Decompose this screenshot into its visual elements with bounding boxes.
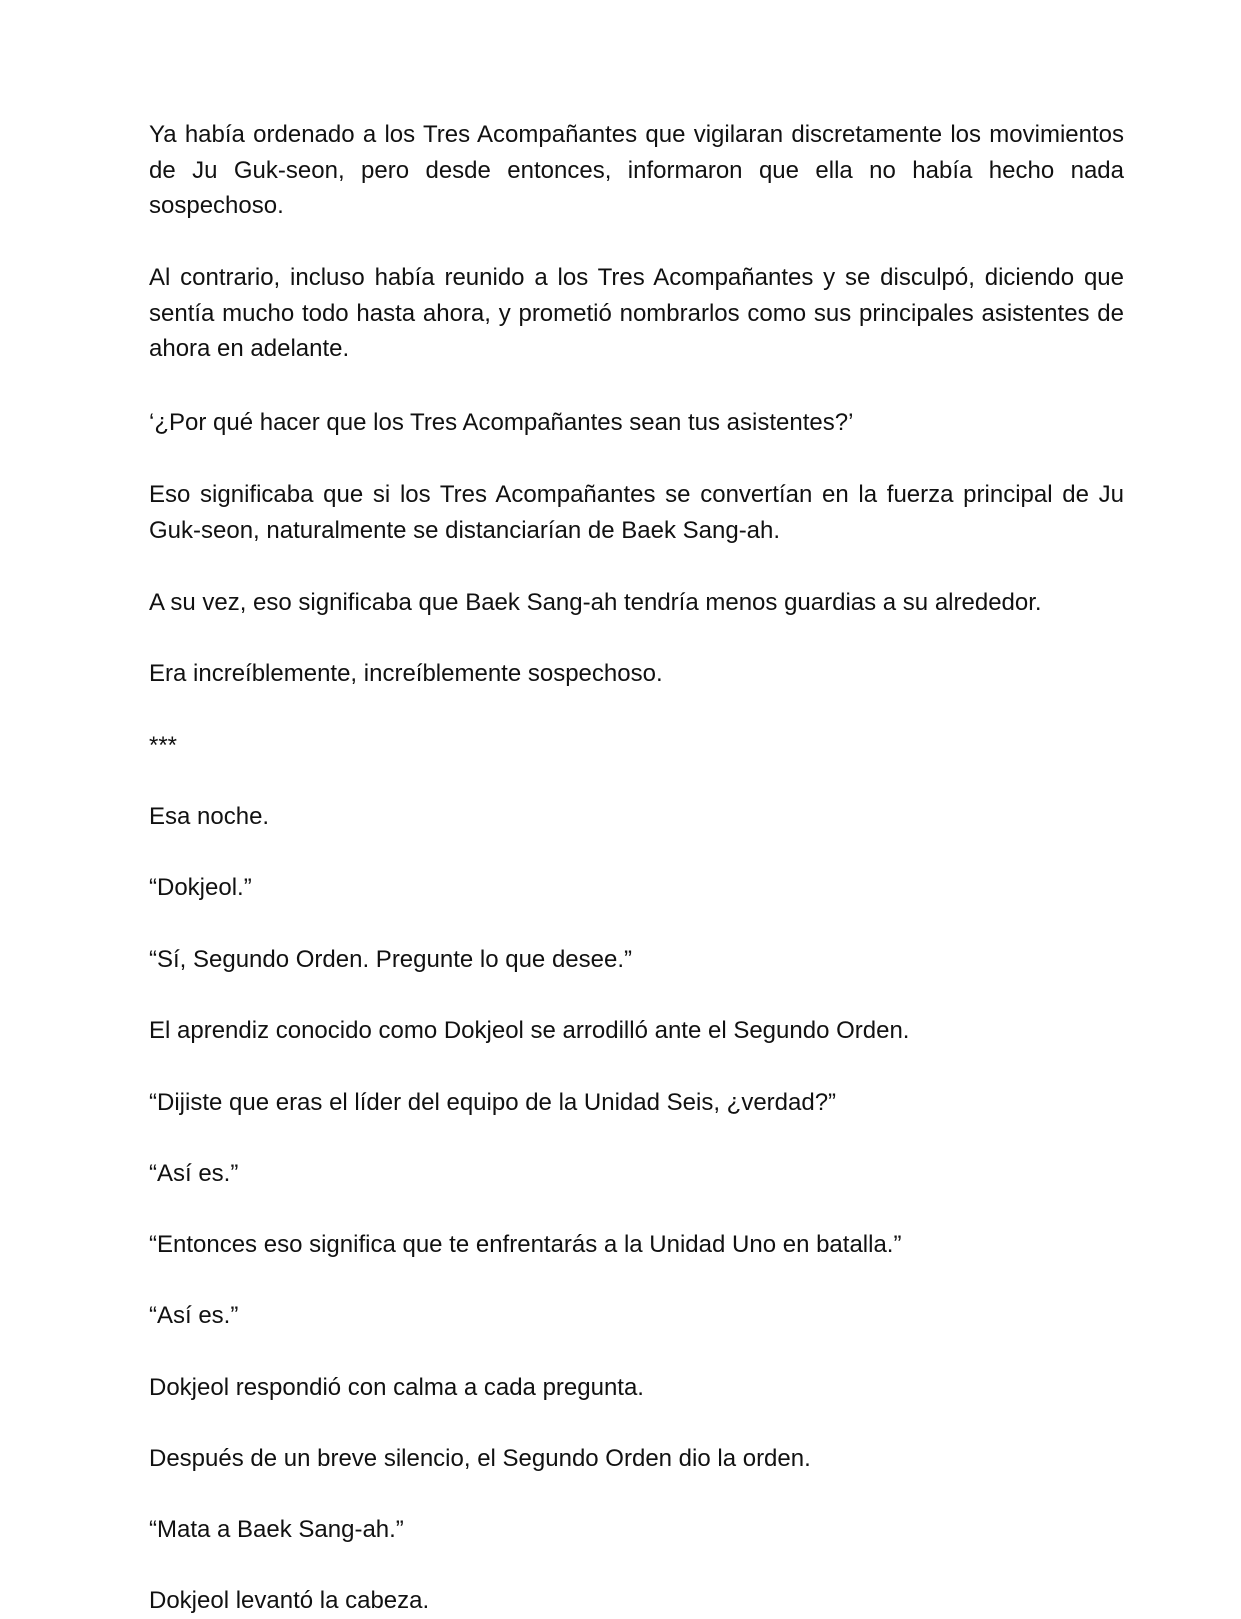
- paragraph: Era increíblemente, increíblemente sospechoso.: [149, 660, 663, 687]
- dialogue-line: “Dijiste que eras el líder del equipo de la Unidad Seis, ¿verdad?”: [149, 1089, 837, 1116]
- dialogue-line: “Así es.”: [149, 1160, 239, 1187]
- paragraph: Después de un breve silencio, el Segundo Orden dio la orden.: [149, 1445, 811, 1472]
- paragraph: A su vez, eso significaba que Baek Sang-ah tendría menos guardias a su alrededor.: [149, 589, 1042, 616]
- paragraph: Dokjeol levantó la cabeza.: [149, 1587, 430, 1614]
- paragraph: El aprendiz conocido como Dokjeol se arrodilló ante el Segundo Orden.: [149, 1017, 910, 1044]
- dialogue-line: “Mata a Baek Sang-ah.”: [149, 1516, 404, 1543]
- paragraph: ‘¿Por qué hacer que los Tres Acompañantes sean tus asistentes?’: [149, 409, 854, 436]
- paragraph: Esa noche.: [149, 803, 270, 830]
- paragraph: Ya había ordenado a los Tres Acompañantes que vigilaran discretamente los movimientos de Ju Guk-seon, pero desde entonces, informaron que ella no había hecho nada sospechoso.: [149, 121, 1124, 219]
- scene-break: ***: [149, 732, 178, 759]
- dialogue-line: “Dokjeol.”: [149, 874, 252, 901]
- dialogue-line: “Sí, Segundo Orden. Pregunte lo que desee.”: [149, 946, 632, 973]
- paragraph: Eso significaba que si los Tres Acompañantes se convertían en la fuerza principal de Ju Guk-seon, naturalmente se distanciarían de Baek Sang-ah.: [149, 481, 1124, 544]
- dialogue-line: “Así es.”: [149, 1302, 239, 1329]
- paragraph: Dokjeol respondió con calma a cada pregunta.: [149, 1374, 644, 1401]
- paragraph: Al contrario, incluso había reunido a los Tres Acompañantes y se disculpó, diciendo que sentía mucho todo hasta ahora, y prometió nombrarlos como sus principales asistentes de ahora en adelante.: [149, 264, 1124, 362]
- dialogue-line: “Entonces eso significa que te enfrentarás a la Unidad Uno en batalla.”: [149, 1231, 902, 1258]
